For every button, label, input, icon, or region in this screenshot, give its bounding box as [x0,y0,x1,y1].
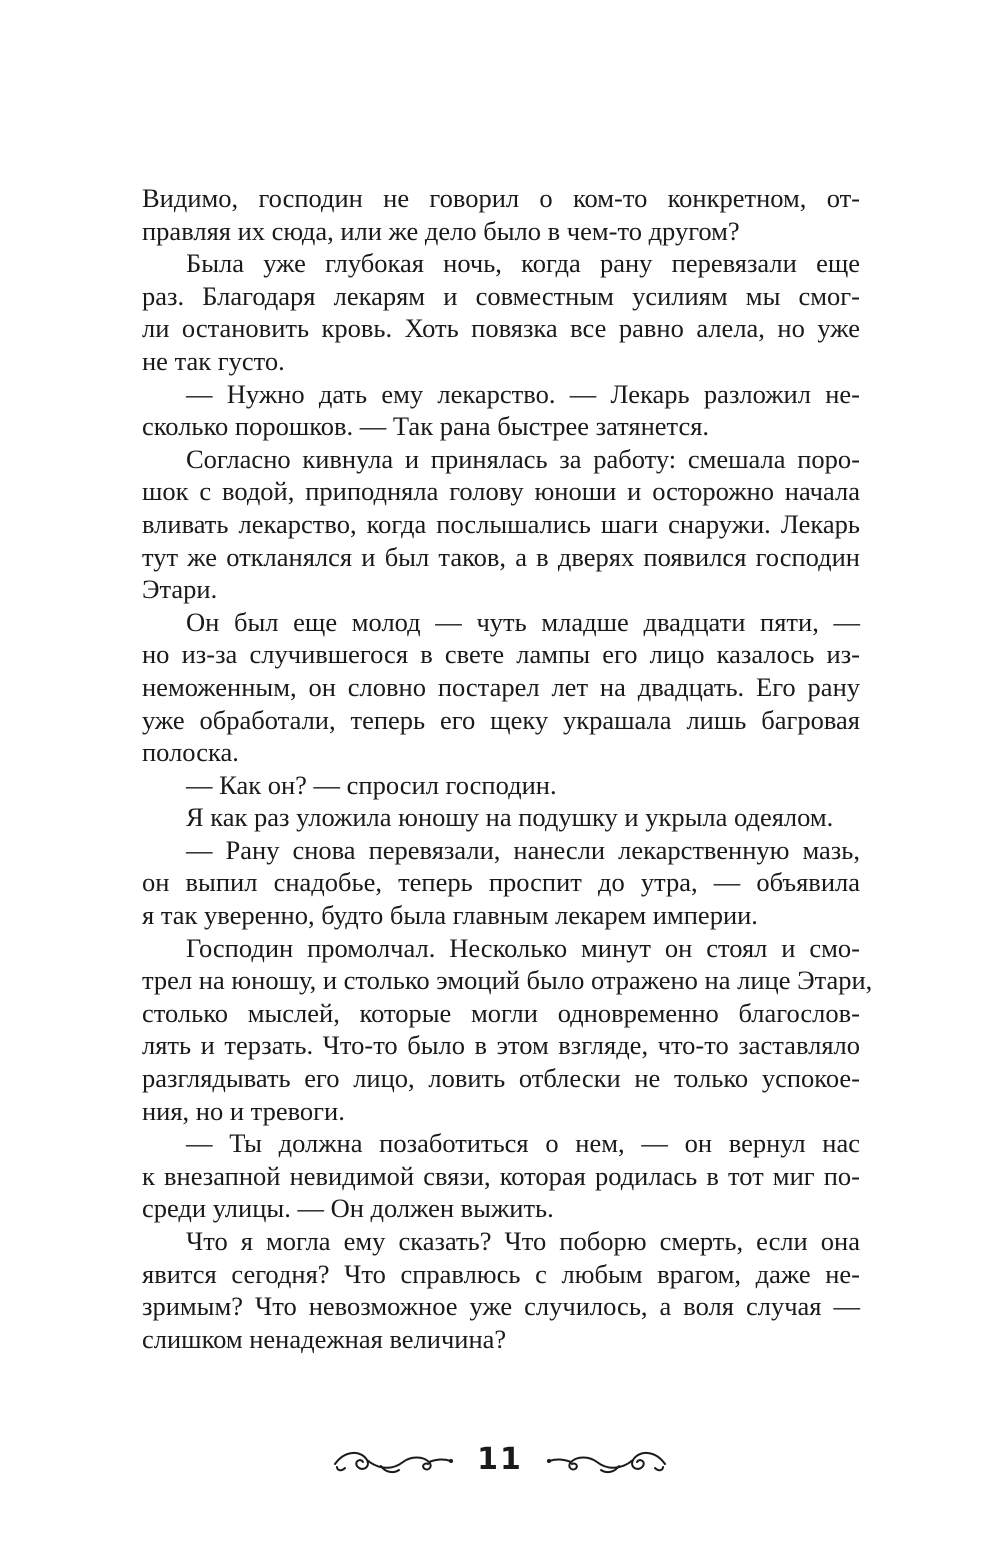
text-line: не так густо. [142,345,285,376]
text-line: сколько порошков. — Так рана быстрее затянется. [142,411,710,442]
text-line: разглядывать его лицо, ловить отблески не только успокое- [142,1063,860,1094]
text-line: полоска. [142,737,239,768]
text-line: столько мыслей, которые могли одновременно благослов- [142,997,860,1028]
text-line: раз. Благодаря лекарям и совместным усилиям мы смог- [142,280,860,311]
text-line: он выпил снадобье, теперь проспит до утра, — объявила [142,867,860,898]
flourish-ornament-icon [331,1444,455,1476]
text-line: Господин промолчал. Несколько минут он стоял и смо- [186,932,860,963]
text-line: тут же откланялся и был таков, а в дверях появился господин [142,541,860,572]
text-line: Он был еще молод — чуть младше двадцати пяти, — [186,606,860,637]
page-number: 11 [477,1442,523,1477]
text-line: я так уверенно, будто была главным лекарем империи. [142,900,758,931]
text-line: слишком ненадежная величина? [142,1323,507,1354]
text-line: — Рану снова перевязали, нанесли лекарственную мазь, [186,834,860,865]
text-line: шок с водой, приподняла голову юноши и осторожно начала [142,476,860,507]
text-line: правляя их сюда, или же дело было в чем-то другом? [142,215,740,246]
text-line: Что я могла ему сказать? Что поборю смерть, если она [186,1226,860,1256]
text-line: к внезапной невидимой связи, которая родилась в тот миг по- [142,1160,860,1191]
text-line: ния, но и тревоги. [142,1095,345,1126]
text-line: Я как раз уложила юношу на подушку и укрыла одеялом. [186,802,834,833]
text-line: но из-за случившегося в свете лампы его лицо казалось из- [142,639,860,670]
text-line: Была уже глубокая ночь, когда рану перевязали еще [186,248,860,279]
text-line: Этари. [142,574,218,605]
text-line: — Нужно дать ему лекарство. — Лекарь разложил не- [186,378,860,409]
text-line: неможенным, он словно постарел лет на двадцать. Его рану [142,671,860,702]
text-line: трел на юношу, и столько эмоций было отражено на лице Этари, [142,965,873,996]
text-line: вливать лекарство, когда послышались шаги снаружи. Лекарь [142,508,860,539]
text-line: — Ты должна позаботиться о нем, — он вернул нас [186,1128,860,1159]
text-line: лять и терзать. Что-то было в этом взгляде, что-то заставляло [142,1030,860,1061]
flourish-ornament-icon [545,1444,669,1476]
text-line: уже обработали, теперь его щеку украшала лишь багровая [142,704,860,735]
text-line: Видимо, господин не говорил о ком-то конкретном, от- [142,183,860,213]
page-footer [0,1438,1000,1482]
text-line: ли остановить кровь. Хоть повязка все равно алела, но уже [142,313,860,344]
text-line: Согласно кивнула и принялась за работу: смешала поро- [186,443,860,474]
text-line: — Как он? — спросил господин. [186,769,557,800]
page-body [142,182,873,1355]
text-line: зримым? Что невозможное уже случилось, а воля случая — [142,1291,860,1322]
text-line: явится сегодня? Что справлюсь с любым врагом, даже не- [142,1258,860,1289]
text-line: среди улицы. — Он должен выжить. [142,1193,554,1224]
